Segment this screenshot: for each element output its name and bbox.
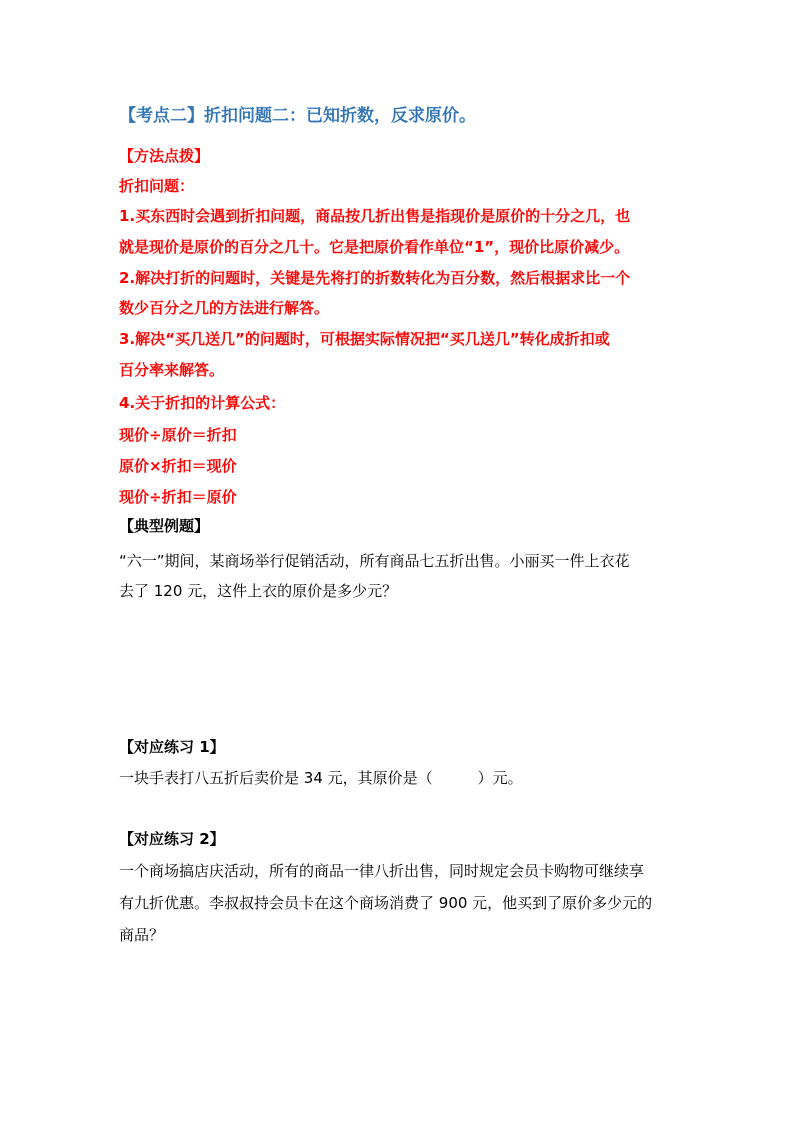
section-heading: 【考点二】折扣问题二：已知折数，反求原价。 xyxy=(119,106,476,126)
method-line-4: 数少百分之几的方法进行解答。 xyxy=(119,299,330,317)
practice-2-question-line-1: 一个商场搞店庆活动，所有的商品一律八折出售，同时规定会员卡购物可继续享 xyxy=(119,862,645,880)
method-line-5: 3.解决“买几送几”的问题时，可根据实际情况把“买几送几”转化成折扣或 xyxy=(119,330,610,348)
method-title: 【方法点拨】 xyxy=(119,147,210,165)
practice-1-question: 一块手表打八五折后卖价是 34 元，其原价是（ ）元。 xyxy=(119,769,523,787)
formula-3: 现价÷折扣＝原价 xyxy=(119,488,237,506)
practice-1-title: 【对应练习 1】 xyxy=(119,738,225,756)
method-line-3: 2.解决打折的问题时，关键是先将打的折数转化为百分数，然后根据求比一个 xyxy=(119,269,631,287)
method-line-6: 百分率来解答。 xyxy=(119,361,225,379)
method-line-1: 1.买东西时会遇到折扣问题，商品按几折出售是指现价是原价的十分之几，也 xyxy=(119,207,631,225)
practice-2-question-line-3: 商品？ xyxy=(119,926,165,944)
example-question-line-2: 去了 120 元，这件上衣的原价是多少元？ xyxy=(119,582,398,600)
formula-1: 现价÷原价＝折扣 xyxy=(119,426,237,444)
example-question-line-1: “六一”期间，某商场举行促销活动，所有商品七五折出售。小丽买一件上衣花 xyxy=(119,552,630,570)
practice-2-title: 【对应练习 2】 xyxy=(119,830,225,848)
method-line-2: 就是现价是原价的百分之几十。它是把原价看作单位“1”，现价比原价减少。 xyxy=(119,238,630,256)
example-title: 【典型例题】 xyxy=(119,517,210,535)
practice-2-question-line-2: 有九折优惠。李叔叔持会员卡在这个商场消费了 900 元，他买到了原价多少元的 xyxy=(119,894,653,912)
method-subtitle: 折扣问题： xyxy=(119,177,195,195)
method-line-7: 4.关于折扣的计算公式： xyxy=(119,394,286,412)
formula-2: 原价×折扣＝现价 xyxy=(119,457,237,475)
